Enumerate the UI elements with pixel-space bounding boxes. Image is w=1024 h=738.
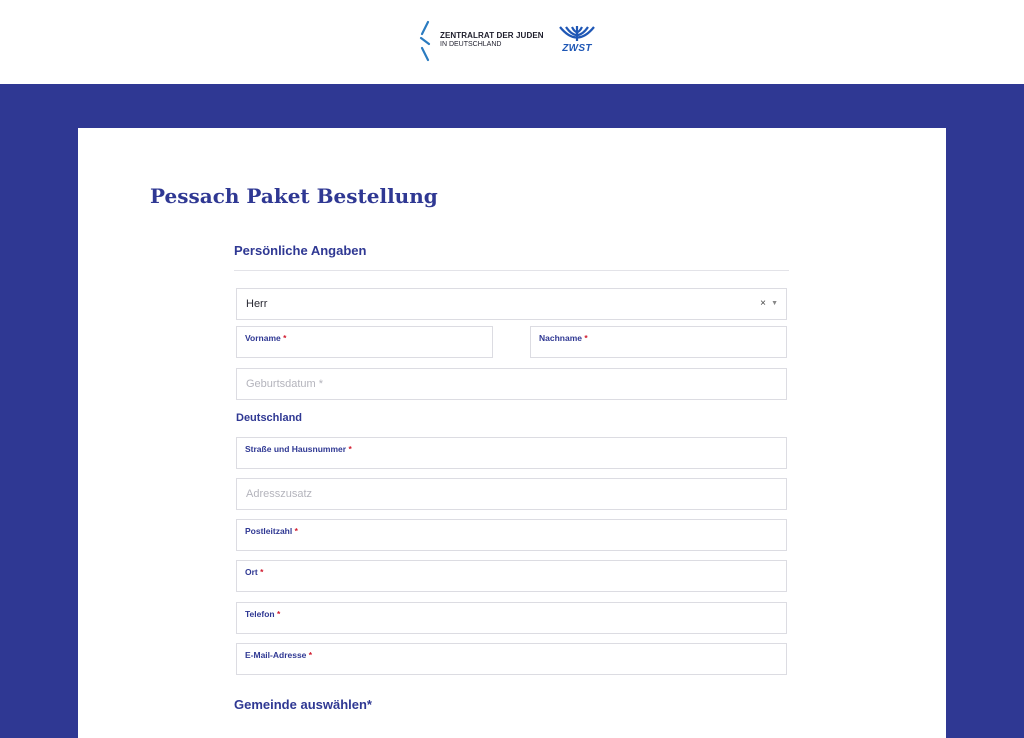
required-marker: * [260, 567, 264, 577]
vorname-label: Vorname * [245, 333, 287, 343]
vorname-field[interactable] [236, 326, 493, 358]
site-header [0, 0, 1024, 84]
strasse-field[interactable] [236, 437, 787, 469]
country-heading: Deutschland [236, 412, 303, 424]
zwst-logo[interactable] [556, 24, 598, 58]
zwst-logo-text: ZWST [562, 43, 592, 54]
page-title: Pessach Paket Bestellung [150, 184, 438, 208]
email-label: E-Mail-Adresse * [245, 650, 313, 660]
chevron-down-icon[interactable]: ▼ [771, 300, 778, 307]
geburtsdatum-input[interactable] [237, 369, 786, 399]
ort-label: Ort * [245, 567, 264, 577]
order-form-card [78, 128, 946, 738]
required-marker: * [348, 444, 352, 454]
salutation-select[interactable] [236, 288, 787, 320]
required-marker: * [584, 333, 588, 343]
ort-field[interactable] [236, 560, 787, 592]
nachname-field[interactable] [530, 326, 787, 358]
telefon-field[interactable] [236, 602, 787, 634]
nachname-label: Nachname * [539, 333, 588, 343]
adresszusatz-field[interactable] [236, 478, 787, 510]
section-heading-personal: Persönliche Angaben [234, 243, 367, 258]
zentralrat-logo-line1: ZENTRALRAT DER JUDEN [440, 31, 544, 40]
required-marker: * [276, 609, 281, 619]
postleitzahl-label: Postleitzahl * [245, 526, 298, 536]
zentralrat-mark-icon [418, 20, 434, 62]
geburtsdatum-field[interactable] [236, 368, 787, 400]
section-heading-gemeinde: Gemeinde auswählen* [234, 697, 372, 712]
clear-selection-icon[interactable]: × [760, 298, 766, 309]
required-marker: * [283, 333, 287, 343]
required-marker: * [308, 650, 313, 660]
email-field[interactable] [236, 643, 787, 675]
postleitzahl-field[interactable] [236, 519, 787, 551]
adresszusatz-input[interactable] [237, 479, 786, 509]
required-marker: * [294, 526, 298, 536]
menorah-icon [556, 24, 598, 44]
telefon-label: Telefon * [245, 609, 281, 619]
zentralrat-logo[interactable] [418, 20, 548, 62]
section-divider [234, 270, 789, 271]
strasse-label: Straße und Hausnummer * [245, 444, 352, 454]
zentralrat-logo-line2: IN DEUTSCHLAND [440, 41, 502, 48]
salutation-value: Herr [246, 298, 268, 310]
